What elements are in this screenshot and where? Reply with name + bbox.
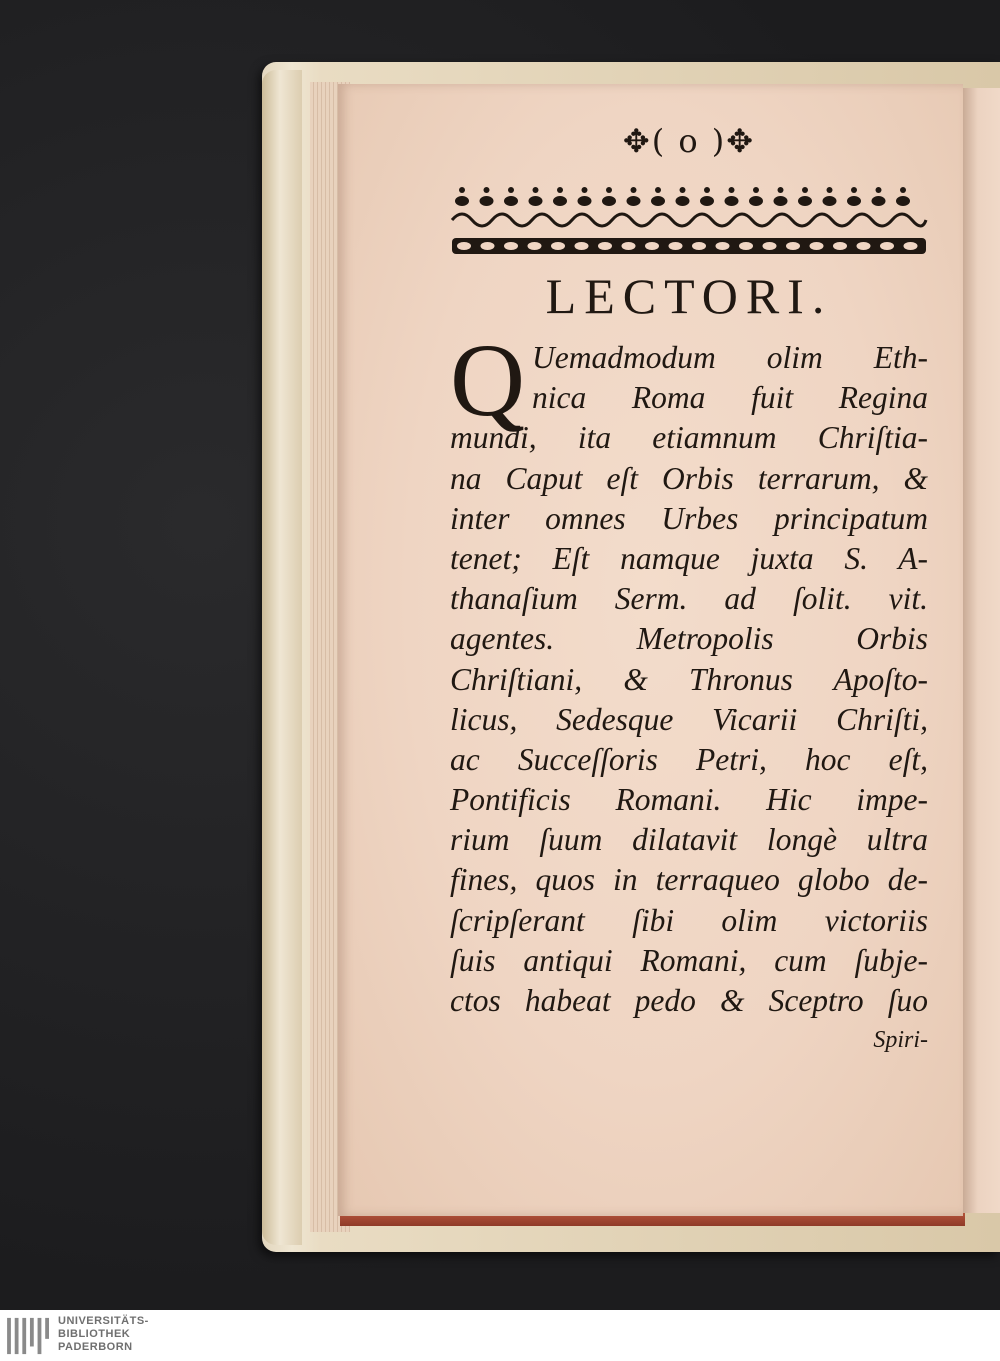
printers-ornament-band [450,182,928,258]
text-line: nica Roma fuit Regina [532,380,928,416]
running-head: ✥( o )✥ [622,122,756,160]
library-name-line3: PADERBORN [58,1341,133,1353]
text-line: Chriſtiani, & Thronus Apoſto- [450,661,928,697]
body-text [450,323,928,1021]
text-line: rium ſuum dilatavit longè ultra [450,822,928,858]
library-name-line1: UNIVERSITÄTS- [58,1315,149,1327]
text-line: ac Succeſſoris Petri, hoc eſt, [450,741,928,777]
library-name [58,1315,149,1354]
text-line: tenet; Eſt namque juxta S. A- [450,540,928,576]
book-spine [262,70,302,1245]
drop-cap: Q [450,323,526,438]
catchword: Spiri- [873,1027,928,1054]
text-line: mundi, ita etiamnum Chriſtia- [450,420,928,456]
text-line: licus, Sedesque Vicarii Chriſti, [450,701,928,737]
page-title: LECTORI. [545,268,833,324]
text-line: thanaſium Serm. ad ſolit. vit. [450,581,928,617]
library-logo-icon [6,1316,52,1356]
library-name-line2: BIBLIOTHEK [58,1328,131,1340]
text-line: ctos habeat pedo & Sceptro ſuo [450,983,928,1018]
text-line: fines, quos in terraqueo globo de- [450,862,928,898]
text-line: agentes. Metropolis Orbis [450,621,928,657]
text-line: Uemadmodum olim Eth- [532,340,928,375]
text-line: na Caput eſt Orbis terrarum, & [450,460,928,496]
text-line: inter omnes Urbes principatum [450,500,928,536]
next-page-edge [963,88,1000,1213]
text-line: ſuis antiqui Romani, cum ſubje- [450,942,928,978]
text-line: ſcripſerant ſibi olim victoriis [450,902,928,938]
page-content [450,120,928,1054]
text-line: Pontificis Romani. Hic impe- [450,782,928,818]
library-footer [0,1310,1000,1361]
